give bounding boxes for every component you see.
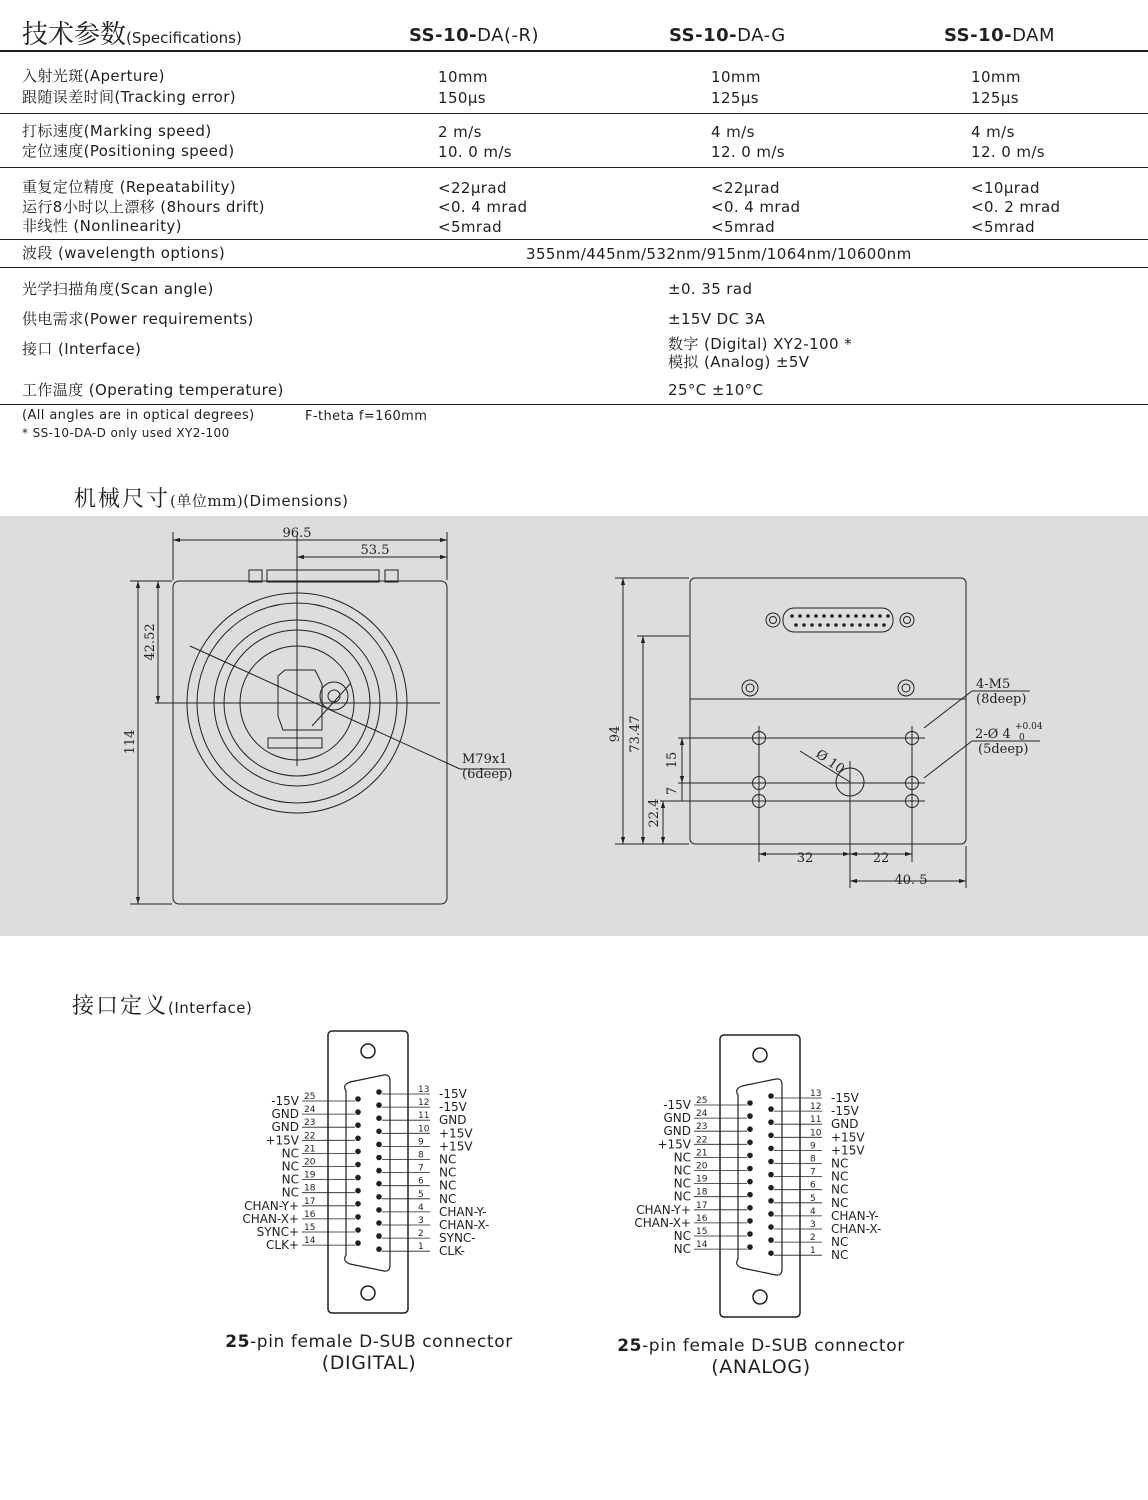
pin-dot	[355, 1188, 361, 1194]
pin-dot	[768, 1106, 774, 1112]
thread-label: M79x1	[462, 752, 508, 767]
scan-angle-label: 光学扫描角度(Scan angle)	[22, 280, 214, 298]
pin-dot	[747, 1205, 753, 1211]
pin-label: +15V	[439, 1126, 473, 1141]
pin-dot	[747, 1166, 753, 1172]
front-view-body	[173, 581, 447, 904]
pin-tolerance-upper: +0.04	[1015, 722, 1043, 732]
pin-label: NC	[439, 1178, 457, 1193]
pin-label: GND	[439, 1113, 467, 1128]
interface-title-en: (Interface)	[168, 999, 253, 1017]
pin-number: 22	[696, 1135, 708, 1146]
pin-label: NC	[831, 1182, 849, 1197]
pin-label: GND	[663, 1111, 691, 1126]
pin-label: SYNC+	[256, 1225, 299, 1239]
pin-number: 17	[696, 1200, 708, 1211]
pin-dot	[747, 1140, 753, 1146]
pin-number: 13	[418, 1085, 430, 1095]
pin-label: -15V	[663, 1098, 691, 1112]
pin-dot	[376, 1168, 382, 1174]
note-angles: (All angles are in optical degrees)	[22, 408, 255, 423]
pin-label: -15V	[439, 1087, 467, 1101]
dim-half-label: 53.5	[360, 543, 390, 558]
pin-label: NC	[831, 1195, 849, 1210]
pin-number: 10	[810, 1128, 822, 1139]
pin-dot	[355, 1136, 361, 1142]
dsub-flange	[328, 1031, 408, 1313]
table-rule	[0, 167, 1148, 168]
pin-number: 1	[418, 1242, 424, 1253]
pin-dot	[768, 1146, 774, 1152]
spec-label: 入射光斑(Aperture)	[22, 67, 165, 85]
pin-number: 9	[418, 1137, 424, 1148]
pin-dot	[768, 1250, 774, 1256]
pin-label: NC	[281, 1159, 299, 1174]
pin-dot	[747, 1179, 753, 1185]
spec-value: 12. 0 m/s	[971, 143, 1046, 161]
pin-label: CHAN-X-	[831, 1222, 882, 1236]
screw-label: 4-M5	[976, 677, 1011, 692]
spec-value: <5mrad	[711, 218, 776, 236]
pin-label: CHAN-Y-	[831, 1208, 879, 1223]
pin-dot	[376, 1142, 382, 1148]
mechanical-drawing	[0, 516, 1148, 936]
pin-number: 7	[418, 1163, 424, 1174]
spec-value: 12. 0 m/s	[711, 143, 786, 161]
connector-screw-right	[385, 570, 398, 582]
dsub-screw-right-inner	[904, 617, 911, 624]
pin-dot	[768, 1133, 774, 1139]
mirror-x	[278, 670, 322, 730]
flange-hole-bottom	[753, 1290, 767, 1304]
dsub-screw-right	[900, 613, 914, 627]
pin-number: 24	[304, 1105, 316, 1116]
pin-label: NC	[281, 1172, 299, 1187]
dsub-flange	[720, 1035, 800, 1317]
pin-number: 16	[696, 1213, 708, 1224]
pin-label: CLK-	[439, 1244, 466, 1259]
note-ftheta: F-theta f=160mm	[305, 409, 428, 424]
spec-value: <22μrad	[438, 179, 507, 197]
screw-depth-label: (8deep)	[976, 692, 1027, 707]
caption-analog-sub: (ANALOG)	[711, 1356, 811, 1378]
flange-hole-top	[753, 1048, 767, 1062]
pin-label: GND	[663, 1124, 691, 1139]
pin-number: 4	[418, 1202, 424, 1213]
pin-dot	[376, 1246, 382, 1252]
pin-dot	[768, 1119, 774, 1125]
m5-leader	[924, 691, 972, 728]
model-header-2	[669, 25, 786, 46]
mount-screw-left-inner	[746, 684, 754, 692]
pin-number: 22	[304, 1131, 316, 1142]
pin-number: 15	[304, 1223, 316, 1233]
pin-number: 10	[418, 1124, 430, 1135]
model-1-rest: DA(-R)	[477, 25, 540, 46]
mirror-y-hub	[328, 690, 340, 702]
spec-value: <5mrad	[971, 218, 1036, 236]
pin-number: 21	[304, 1144, 316, 1155]
pin-dot	[747, 1113, 753, 1119]
pin-dot	[376, 1181, 382, 1187]
caption-analog-text: -pin female D-SUB connector	[642, 1336, 905, 1356]
interface-analog: 模拟 (Analog) ±5V	[668, 353, 810, 371]
table-rule-top	[0, 50, 1148, 52]
pin-number: 5	[418, 1189, 424, 1200]
spec-value: 125μs	[711, 89, 759, 107]
pin-label: +15V	[439, 1139, 473, 1154]
pin-number: 8	[810, 1154, 816, 1165]
pin-number: 20	[696, 1161, 708, 1172]
pin-number: 13	[810, 1089, 822, 1099]
spec-label: 定位速度(Positioning speed)	[22, 142, 235, 160]
pin-number: 6	[810, 1180, 816, 1191]
pin-label: NC	[673, 1242, 691, 1257]
table-rule	[0, 267, 1148, 268]
note-digital-only: * SS-10-DA-D only used XY2-100	[22, 426, 230, 440]
spec-value: <0. 4 mrad	[711, 198, 801, 216]
pin-dot	[376, 1233, 382, 1239]
pin-dot	[768, 1198, 774, 1204]
dsub-digital-diagram	[218, 1025, 518, 1325]
pin-dot	[747, 1192, 753, 1198]
pin-dot	[768, 1159, 774, 1165]
mirror-base	[268, 738, 322, 748]
pin-dot	[355, 1227, 361, 1233]
dimensions-unit: (单位mm)	[170, 492, 244, 510]
pin-dot	[376, 1102, 382, 1108]
spec-title-cn: 技术参数	[22, 20, 127, 50]
pin-label: SYNC-	[439, 1231, 476, 1246]
pin-number: 12	[418, 1098, 430, 1109]
pin-dot	[768, 1237, 774, 1243]
dim-center-label: 42.52	[143, 623, 158, 661]
pin-dot	[355, 1201, 361, 1207]
pin-dot	[747, 1153, 753, 1159]
pin-number: 3	[418, 1216, 424, 1226]
pin-dot	[768, 1172, 774, 1178]
pin-leader	[924, 741, 972, 778]
wavelength-value: 355nm/445nm/532nm/915nm/1064nm/10600nm	[526, 245, 912, 263]
pin-dot	[768, 1185, 774, 1191]
model-1-bold: SS-10-	[409, 25, 478, 46]
side-view-body	[690, 578, 966, 844]
pin-label: GND	[831, 1117, 859, 1132]
interface-title	[72, 989, 252, 1020]
pin-number: 19	[304, 1170, 316, 1181]
dimensions-title	[74, 482, 348, 513]
pin-number: 20	[304, 1157, 316, 1168]
pin-dot	[355, 1214, 361, 1220]
pin-label: NC	[439, 1191, 457, 1206]
connector-top	[267, 570, 379, 582]
pin-dot	[355, 1240, 361, 1246]
dim-side-top-label: 73.47	[628, 715, 643, 753]
pin-label: NC	[831, 1169, 849, 1184]
dsub-screw-left-inner	[770, 617, 777, 624]
pin-dot	[768, 1211, 774, 1217]
pin-number: 2	[810, 1233, 816, 1244]
model-2-bold: SS-10-	[669, 25, 738, 46]
spec-label: 跟随误差时间(Tracking error)	[22, 88, 237, 106]
dim-bottom-left-label: 32	[796, 851, 814, 866]
pin-number: 12	[810, 1102, 822, 1113]
dsub-analog-diagram	[610, 1029, 910, 1329]
spec-value: 150μs	[438, 89, 486, 107]
pin-label: CLK+	[266, 1238, 299, 1253]
spec-value: <5mrad	[438, 218, 503, 236]
pin-number: 17	[304, 1196, 316, 1207]
pin-label: GND	[271, 1120, 299, 1135]
table-rule-bottom	[0, 404, 1148, 405]
pin-dot	[355, 1149, 361, 1155]
pin-label: NC	[673, 1176, 691, 1191]
pin-label: NC	[439, 1152, 457, 1167]
dim-width-label: 96.5	[282, 526, 312, 541]
spec-value: 125μs	[971, 89, 1019, 107]
spec-value: 4 m/s	[711, 123, 755, 141]
pin-number: 2	[418, 1229, 424, 1240]
spec-value: 4 m/s	[971, 123, 1015, 141]
pin-number: 18	[696, 1187, 708, 1198]
pin-label: CHAN-Y+	[636, 1202, 691, 1217]
pin-label: -15V	[831, 1091, 859, 1105]
pin-dot	[747, 1100, 753, 1106]
pin-number: 25	[304, 1092, 316, 1102]
pin-dot	[376, 1194, 382, 1200]
power-label: 供电需求(Power requirements)	[22, 310, 254, 328]
pin-number: 5	[810, 1193, 816, 1204]
spec-value: <22μrad	[711, 179, 780, 197]
dsub-screw-left	[766, 613, 780, 627]
pin-dot	[747, 1244, 753, 1250]
thread-depth-label: (6deep)	[462, 767, 513, 782]
pin-label: -15V	[439, 1100, 467, 1115]
interface-digital: 数字 (Digital) XY2-100 *	[668, 335, 852, 353]
pin-dot	[376, 1115, 382, 1121]
pin-dot	[355, 1109, 361, 1115]
temperature-value: 25°C ±10°C	[668, 381, 764, 399]
mount-screw-left	[742, 680, 758, 696]
pin-label: +15V	[831, 1130, 865, 1145]
spec-value: 10. 0 m/s	[438, 143, 513, 161]
spec-value: 2 m/s	[438, 123, 482, 141]
pin-number: 23	[304, 1118, 316, 1129]
mount-screw-right	[898, 680, 914, 696]
dim-bottom-right-label: 22	[872, 851, 890, 866]
pin-dot	[376, 1129, 382, 1135]
dim-center-offset-label: 40. 5	[894, 873, 928, 888]
pin-label: NC	[673, 1189, 691, 1204]
pin-number: 24	[696, 1109, 708, 1120]
table-rule	[0, 239, 1148, 240]
pin-dot	[747, 1126, 753, 1132]
pin-dot	[355, 1122, 361, 1128]
caption-digital-pins: 25	[225, 1332, 251, 1352]
interface-label: 接口 (Interface)	[22, 340, 142, 358]
pin-label: NC	[439, 1165, 457, 1180]
pin-label: NC	[673, 1150, 691, 1165]
pin-depth-label: (5deep)	[978, 742, 1029, 757]
pin-dot	[768, 1093, 774, 1099]
pin-number: 1	[810, 1246, 816, 1257]
pin-label: 2-Ø 4	[975, 727, 1011, 742]
caption-digital-text: -pin female D-SUB connector	[250, 1332, 513, 1352]
pin-label: +15V	[831, 1143, 865, 1158]
mirror-y	[320, 682, 348, 710]
caption-analog	[592, 1336, 930, 1378]
dsub-pins-small	[790, 614, 890, 627]
model-2-rest: DA-G	[737, 25, 786, 46]
pin-label: CHAN-X+	[634, 1215, 691, 1230]
pin-label: NC	[281, 1185, 299, 1200]
power-value: ±15V DC 3A	[668, 310, 766, 328]
pin-dot	[355, 1096, 361, 1102]
pin-dot	[355, 1175, 361, 1181]
pin-label: NC	[831, 1248, 849, 1263]
interface-title-cn: 接口定义	[72, 994, 169, 1019]
pin-number: 3	[810, 1220, 816, 1230]
caption-digital-sub: (DIGITAL)	[321, 1352, 417, 1374]
temperature-label: 工作温度 (Operating temperature)	[22, 381, 284, 399]
pin-number: 23	[696, 1122, 708, 1133]
pin-number: 19	[696, 1174, 708, 1185]
pin-label: NC	[831, 1156, 849, 1171]
thread-leader	[190, 646, 460, 769]
pin-dot	[376, 1155, 382, 1161]
spec-title-en: (Specifications)	[126, 29, 242, 47]
pin-label: +15V	[657, 1137, 691, 1152]
pin-number: 16	[304, 1209, 316, 1220]
pin-label: -15V	[831, 1104, 859, 1119]
pin-label: CHAN-X+	[242, 1211, 299, 1226]
pin-label: NC	[281, 1146, 299, 1161]
pin-label: NC	[831, 1235, 849, 1250]
spec-value: 10mm	[438, 68, 488, 86]
pin-label: NC	[673, 1229, 691, 1243]
pin-number: 14	[696, 1240, 708, 1251]
model-3-rest: DAM	[1012, 25, 1055, 46]
dim-side-height-label: 94	[608, 725, 623, 743]
pin-number: 14	[304, 1236, 316, 1247]
caption-digital	[200, 1332, 538, 1374]
spec-label: 打标速度(Marking speed)	[22, 122, 212, 140]
pin-label: +15V	[265, 1133, 299, 1148]
spec-label: 重复定位精度 (Repeatability)	[22, 178, 237, 196]
spec-value: 10mm	[971, 68, 1021, 86]
dim-side-bottom-label: 22.4	[647, 798, 662, 828]
dim-height-label: 114	[123, 729, 138, 755]
spec-value: <0. 2 mrad	[971, 198, 1061, 216]
pin-number: 9	[810, 1141, 816, 1152]
pin-label: GND	[271, 1107, 299, 1122]
wavelength-label: 波段 (wavelength options)	[22, 244, 226, 262]
pin-dot	[376, 1220, 382, 1226]
pin-tolerance-lower: 0	[1019, 733, 1025, 743]
pin-dot	[768, 1224, 774, 1230]
pin-number: 11	[418, 1111, 430, 1122]
pin-number: 8	[418, 1150, 424, 1161]
pin-label: CHAN-Y-	[439, 1204, 487, 1219]
connector-screw-left	[249, 570, 262, 582]
pin-number: 11	[810, 1115, 822, 1126]
spec-value: <0. 4 mrad	[438, 198, 528, 216]
model-3-bold: SS-10-	[944, 25, 1013, 46]
pin-dot	[376, 1089, 382, 1095]
pin-label: -15V	[271, 1094, 299, 1108]
pin-label: CHAN-Y+	[244, 1198, 299, 1213]
pin-number: 25	[696, 1096, 708, 1106]
pin-dot	[355, 1162, 361, 1168]
pin-number: 15	[696, 1227, 708, 1237]
pin-dot	[376, 1207, 382, 1213]
mount-screw-right-inner	[902, 684, 910, 692]
model-header-3	[944, 25, 1055, 46]
dim-hole-small-label: 7	[665, 786, 680, 796]
flange-hole-top	[361, 1044, 375, 1058]
table-rule	[0, 113, 1148, 114]
spec-title	[22, 14, 242, 51]
pin-number: 6	[418, 1176, 424, 1187]
pin-label: CHAN-X-	[439, 1218, 490, 1232]
flange-hole-bottom	[361, 1286, 375, 1300]
dim-hole-spacing-label: 15	[665, 751, 680, 769]
spec-value: <10μrad	[971, 179, 1040, 197]
dimensions-title-cn: 机械尺寸	[74, 487, 171, 512]
caption-analog-pins: 25	[617, 1336, 643, 1356]
scan-angle-value: ±0. 35 rad	[668, 280, 753, 298]
pin-number: 18	[304, 1183, 316, 1194]
pin-dot	[747, 1218, 753, 1224]
model-header-1	[409, 25, 539, 46]
spec-label: 运行8小时以上漂移 (8hours drift)	[22, 198, 265, 216]
drawing-area	[0, 516, 1148, 936]
spec-value: 10mm	[711, 68, 761, 86]
spec-label: 非线性 (Nonlinearity)	[22, 217, 182, 235]
pin-number: 7	[810, 1167, 816, 1178]
dsub-shell	[783, 608, 893, 632]
pin-number: 4	[810, 1206, 816, 1217]
bore-label: Ø 10	[812, 746, 847, 778]
pin-dot	[747, 1231, 753, 1237]
dimensions-title-en: (Dimensions)	[243, 492, 349, 510]
pin-label: NC	[673, 1163, 691, 1178]
pin-number: 21	[696, 1148, 708, 1159]
